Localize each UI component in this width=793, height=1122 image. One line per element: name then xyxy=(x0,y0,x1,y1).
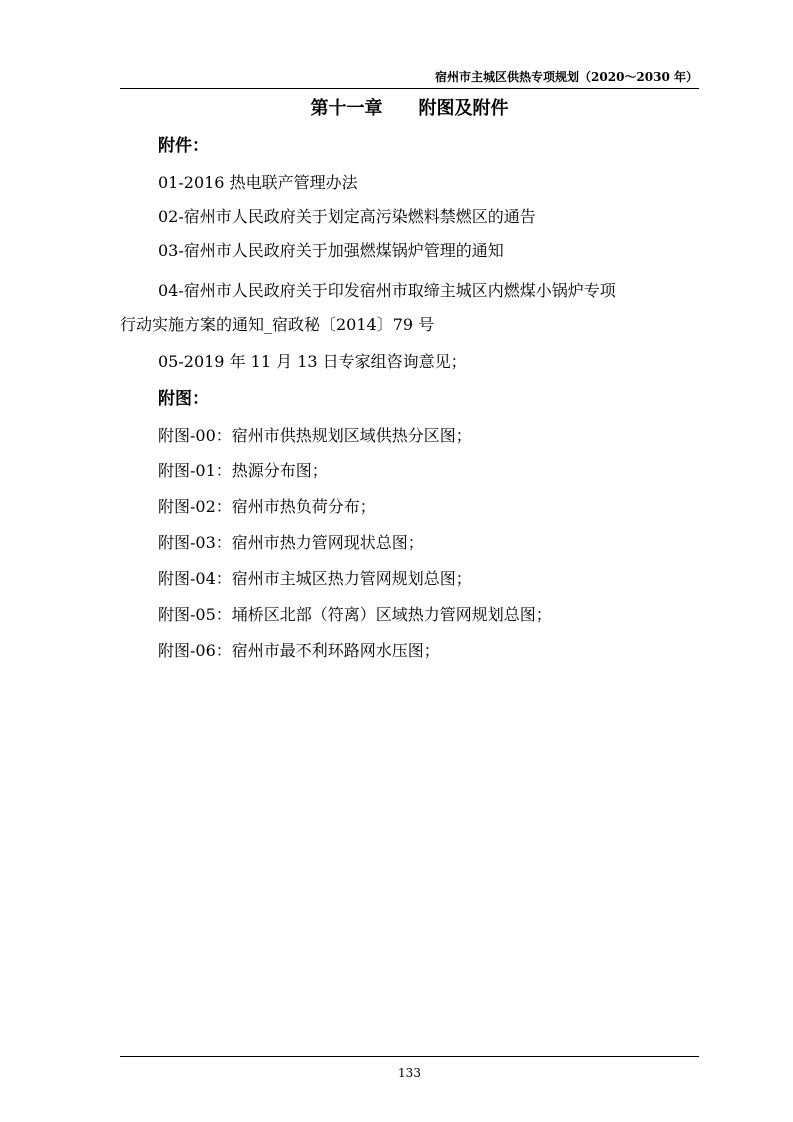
chapter-title: 第十一章 附图及附件 xyxy=(310,98,509,119)
attachment-item: 02-宿州市人民政府关于划定高污染燃料禁燃区的通告 xyxy=(158,207,536,226)
attachment-item: 04-宿州市人民政府关于印发宿州市取缔主城区内燃煤小锅炉专项 xyxy=(158,281,616,300)
figure-item: 附图-04：宿州市主城区热力管网规划总图； xyxy=(158,569,472,588)
figure-item: 附图-02：宿州市热负荷分布； xyxy=(158,497,376,516)
footer-rule xyxy=(120,1056,699,1057)
attachments-heading: 附件： xyxy=(158,136,209,156)
attachment-item-continuation: 行动实施方案的通知_宿政秘〔2014〕79 号 xyxy=(120,315,435,334)
figure-item: 附图-06：宿州市最不利环路网水压图； xyxy=(158,641,440,660)
attachment-item: 03-宿州市人民政府关于加强燃煤锅炉管理的通知 xyxy=(158,241,504,260)
page-number: 133 xyxy=(398,1066,421,1080)
running-header: 宿州市主城区供热专项规划（2020～2030 年） xyxy=(435,70,698,84)
figure-item: 附图-01：热源分布图； xyxy=(158,461,328,480)
figure-item: 附图-00：宿州市供热规划区域供热分区图； xyxy=(158,426,472,445)
figure-item: 附图-05：埇桥区北部（符离）区域热力管网规划总图； xyxy=(158,605,552,624)
figures-heading: 附图： xyxy=(158,389,209,409)
attachment-item: 05-2019 年 11 月 13 日专家组咨询意见； xyxy=(158,352,467,371)
header-rule xyxy=(120,88,699,89)
figure-item: 附图-03：宿州市热力管网现状总图； xyxy=(158,533,424,552)
attachment-item: 01-2016 热电联产管理办法 xyxy=(158,173,358,192)
